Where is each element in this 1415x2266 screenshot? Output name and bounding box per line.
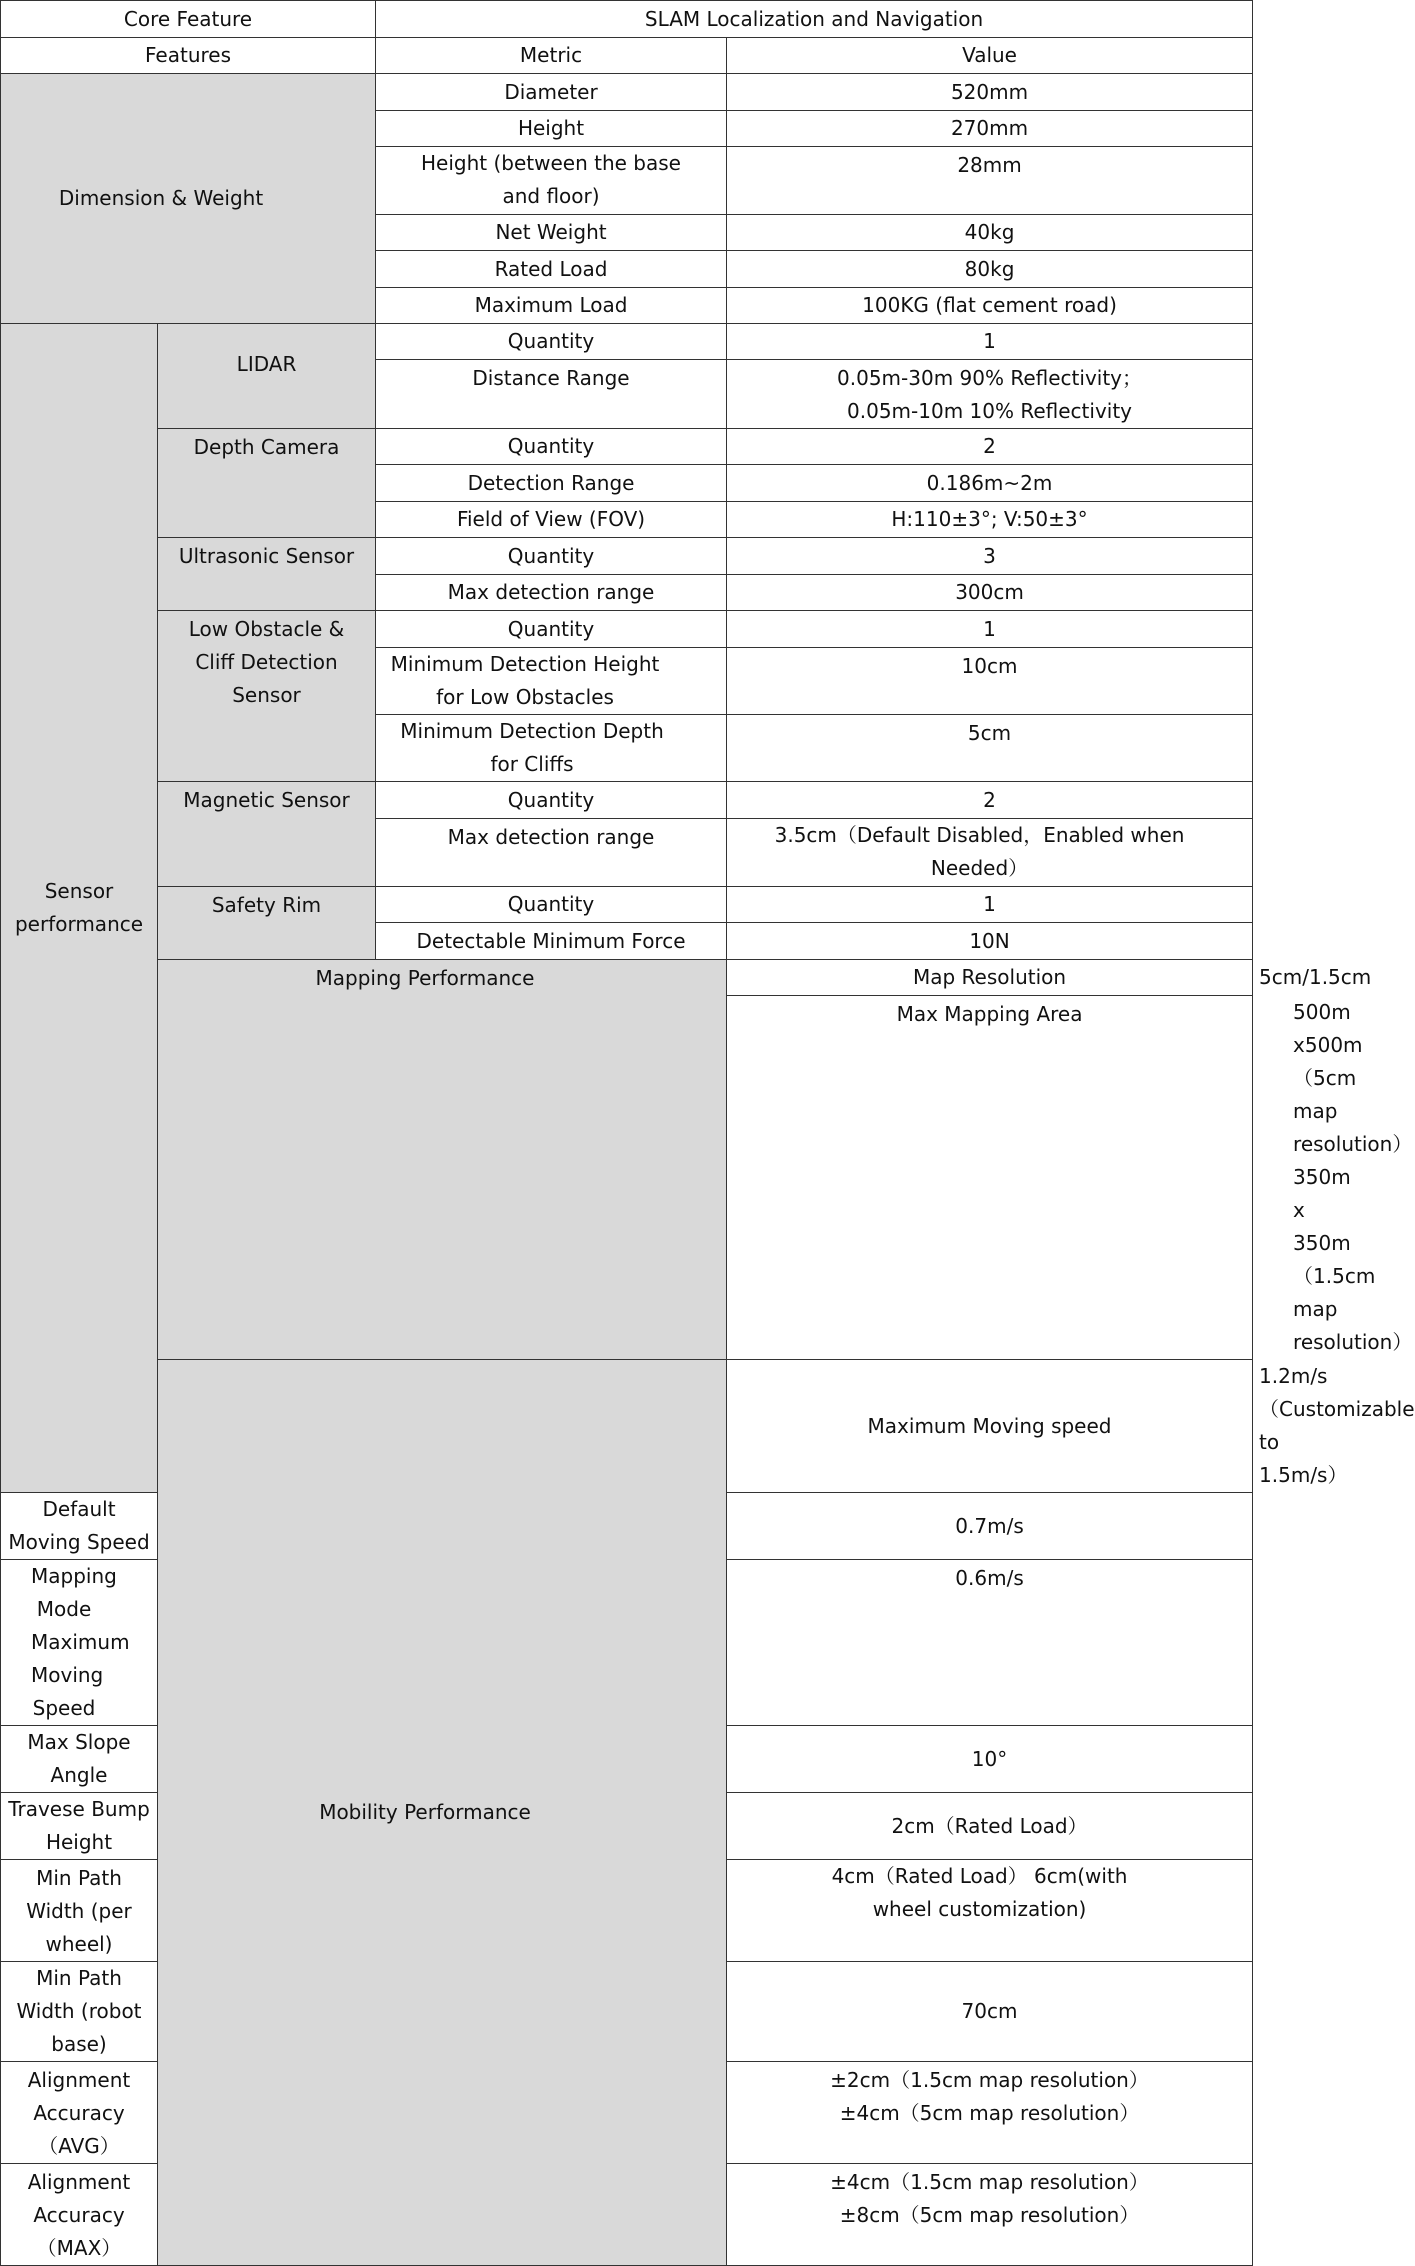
value-cell: 0.7m/s: [727, 1493, 1253, 1560]
metric-cell: Max detection range: [376, 819, 727, 887]
table-header-row: [1, 1, 1253, 38]
metric-cell: Alignment Accuracy（MAX）: [1, 2164, 158, 2266]
metric-cell: Min Path Width (per wheel): [1, 1860, 158, 1962]
metric-cell: Default Moving Speed: [1, 1493, 158, 1560]
metric-cell: Quantity: [376, 611, 727, 648]
metric-cell: Rated Load: [376, 251, 727, 288]
table-row: [1, 324, 1253, 360]
value-cell: 4cm（Rated Load） 6cm(with wheel customization): [727, 1860, 1253, 1962]
value-cell: 40kg: [727, 215, 1253, 251]
table-row: [1, 74, 1253, 111]
group-mobility-performance: Mobility Performance: [158, 1360, 727, 2266]
subgroup-lidar: LIDAR: [158, 324, 376, 429]
metric-cell: Minimum Detection Height for Low Obstacles: [376, 648, 727, 715]
value-line: 0.05m-10m 10% Reflectivity: [847, 399, 1133, 423]
table-row: Mapping Performance Map Resolution 5cm/1.5cm: [1, 960, 1253, 996]
group-label-line: performance: [14, 912, 144, 936]
metric-cell: Net Weight: [376, 215, 727, 251]
value-line: ±2cm（1.5cm map resolution）: [830, 2068, 1149, 2092]
subgroup-label-line: Sensor: [232, 683, 301, 707]
metric-cell: Quantity: [376, 538, 727, 575]
value-cell: 1: [727, 324, 1253, 360]
metric-cell: Max detection range: [376, 575, 727, 611]
header-core-feature-value: SLAM Localization and Navigation: [376, 1, 1253, 38]
value-line: ±4cm（5cm map resolution）: [839, 2101, 1140, 2125]
metric-cell: Quantity: [376, 324, 727, 360]
value-cell: 70cm: [727, 1962, 1253, 2062]
metric-cell: Quantity: [376, 887, 727, 923]
metric-cell: Alignment Accuracy（AVG）: [1, 2062, 158, 2164]
metric-cell: Max Slope Angle: [1, 1726, 158, 1793]
metric-cell: Height (between the base and floor): [376, 147, 727, 215]
value-cell: 28mm: [727, 147, 1253, 215]
subgroup-depth-camera: Depth Camera: [158, 429, 376, 538]
metric-cell: Height: [376, 111, 727, 147]
value-cell: 300cm: [727, 575, 1253, 611]
metric-cell: Mapping Mode Maximum Moving Speed: [1, 1560, 158, 1726]
value-line: 0.05m-30m 90% Reflectivity；: [837, 366, 1143, 390]
value-cell: 270mm: [727, 111, 1253, 147]
value-cell: 80kg: [727, 251, 1253, 288]
value-line: ±8cm（5cm map resolution）: [839, 2203, 1140, 2227]
header-core-feature: Core Feature: [1, 1, 376, 38]
value-cell: 10cm: [727, 648, 1253, 715]
group-label-line: Sensor: [44, 879, 114, 903]
metric-cell: Detectable Minimum Force: [376, 923, 727, 960]
value-cell: 520mm: [727, 74, 1253, 111]
metric-cell: Field of View (FOV): [376, 502, 727, 538]
value-cell: 2cm（Rated Load）: [727, 1793, 1253, 1860]
group-dimension-weight: Dimension & Weight: [1, 74, 376, 324]
metric-cell: Maximum Load: [376, 288, 727, 324]
header-value: Value: [727, 38, 1253, 74]
subgroup-magnetic-sensor: Magnetic Sensor: [158, 782, 376, 887]
metric-cell: Travese Bump Height: [1, 1793, 158, 1860]
value-cell: 100KG (flat cement road): [727, 288, 1253, 324]
table-row: Mobility Performance Maximum Moving speed 1.2m/s （Customizable to 1.5m/s）: [1, 1360, 1253, 1493]
value-cell: 1: [727, 611, 1253, 648]
header-metric: Metric: [376, 38, 727, 74]
value-cell: 2: [727, 429, 1253, 465]
value-cell: 1: [727, 887, 1253, 923]
value-cell: 5cm: [727, 715, 1253, 782]
header-features: Features: [1, 38, 376, 74]
value-cell: 2: [727, 782, 1253, 819]
subgroup-low-obstacle-cliff-sensor: [158, 611, 376, 782]
value-cell: 10N: [727, 923, 1253, 960]
table-row: [1, 782, 1253, 819]
metric-cell: Max Mapping Area: [727, 996, 1253, 1360]
subgroup-safety-rim: Safety Rim: [158, 887, 376, 960]
table-row: [1, 429, 1253, 465]
metric-cell: Min Path Width (robot base): [1, 1962, 158, 2062]
table-row: Max Mapping Area 500m x500m（5cm map resolution） 350m x 350m（1.5cm map resolution）: [1, 996, 1253, 1360]
metric-cell: Quantity: [376, 429, 727, 465]
table-row: [1, 611, 1253, 648]
metric-cell: Minimum Detection Depth for Cliffs: [376, 715, 727, 782]
group-sensor-performance: [1, 324, 158, 1493]
value-cell: 0.186m~2m: [727, 465, 1253, 502]
value-cell: 10°: [727, 1726, 1253, 1793]
subgroup-label-line: Low Obstacle &: [188, 617, 345, 641]
value-cell: [727, 2164, 1253, 2266]
value-line: ±4cm（1.5cm map resolution）: [830, 2170, 1149, 2194]
metric-cell: Diameter: [376, 74, 727, 111]
value-cell: 3: [727, 538, 1253, 575]
metric-cell: Distance Range: [376, 360, 727, 429]
value-cell: H:110±3°; V:50±3°: [727, 502, 1253, 538]
subgroup-ultrasonic-sensor: Ultrasonic Sensor: [158, 538, 376, 611]
metric-cell: Quantity: [376, 782, 727, 819]
table-row: [1, 538, 1253, 575]
value-cell: 3.5cm（Default Disabled，Enabled when Needed）: [727, 819, 1253, 887]
metric-cell: Detection Range: [376, 465, 727, 502]
subgroup-label-line: Cliff Detection: [195, 650, 338, 674]
metric-cell: Maximum Moving speed: [727, 1360, 1253, 1493]
value-cell: 0.6m/s: [727, 1560, 1253, 1726]
table-header-row: [1, 38, 1253, 74]
metric-cell: Map Resolution: [727, 960, 1253, 996]
value-cell: [727, 2062, 1253, 2164]
value-cell: [727, 360, 1253, 429]
table-row: [1, 887, 1253, 923]
group-mapping-performance: Mapping Performance: [158, 960, 727, 1360]
